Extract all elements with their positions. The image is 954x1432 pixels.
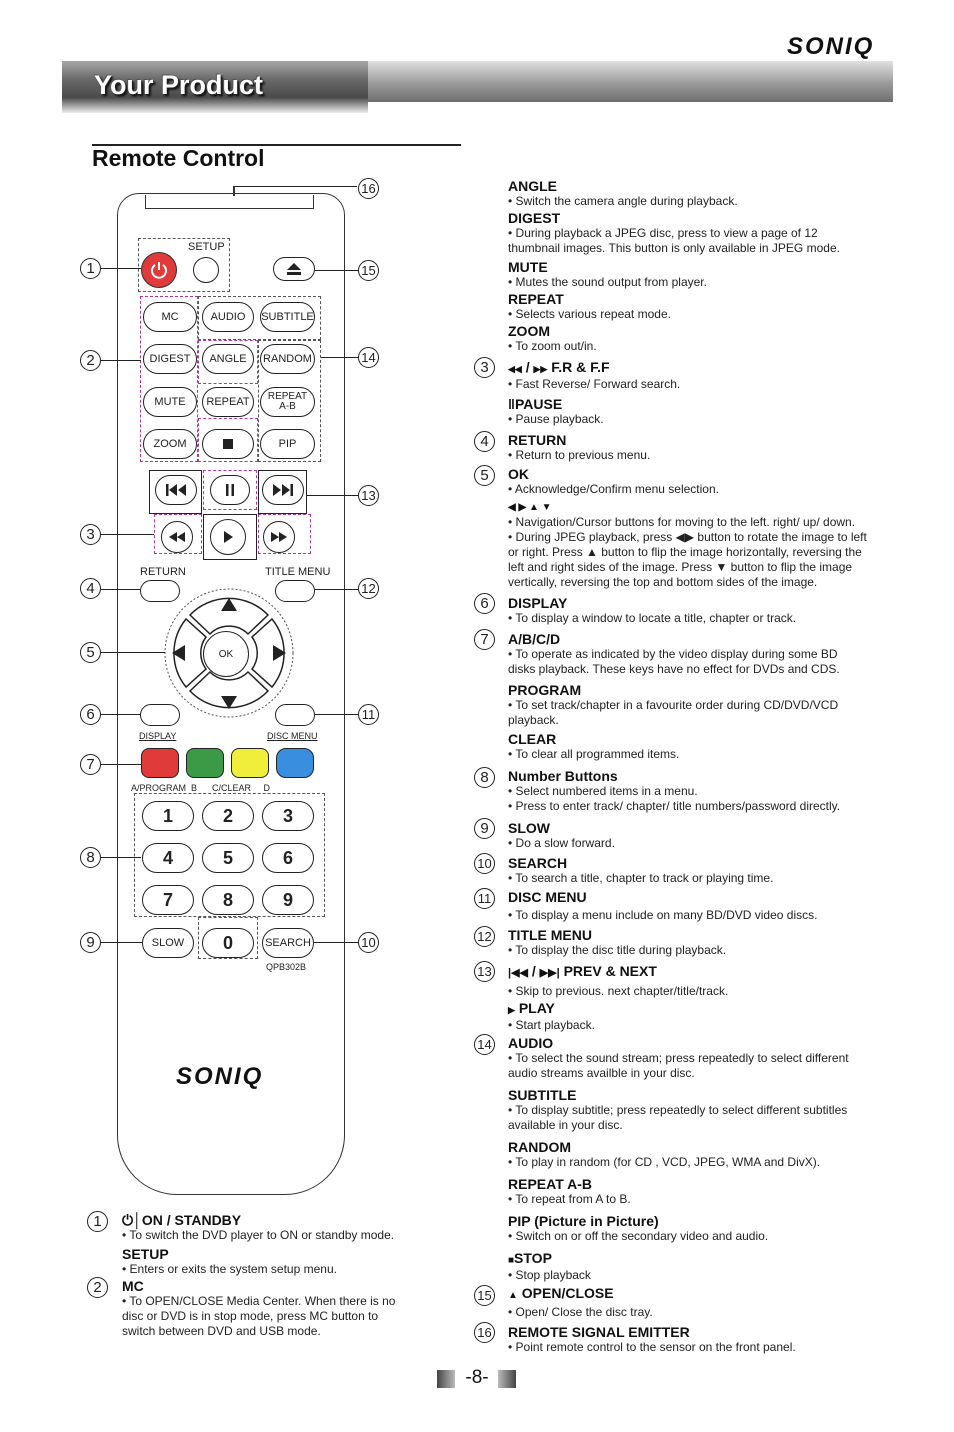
entry-desc: • Mutes the sound output from player. [508, 275, 707, 289]
number-label: 5 [222, 847, 233, 868]
fast-forward-icon: ▶▶ [533, 364, 548, 374]
brand-logo: SONIQ [787, 33, 875, 60]
audio-label: AUDIO [210, 310, 246, 323]
entry-title: F.R & F.F [551, 359, 610, 375]
prev-icon: |◀◀ [508, 967, 528, 979]
title-menu-label: TITLE MENU [265, 566, 331, 578]
number-label: 1 [162, 805, 173, 826]
callout-marker: 13 [358, 485, 379, 506]
entry-title: OPEN/CLOSE [521, 1285, 614, 1301]
ok-button[interactable] [203, 631, 249, 677]
fast-forward-icon [270, 531, 288, 543]
entry-desc: • To OPEN/CLOSE Media Center. When there is no disc or DVD is in stop mode, press MC button to switch between DVD and USB mode. [122, 1294, 396, 1338]
callout-leader [321, 357, 358, 358]
entry-on-standby: ⏻│ON / STANDBY • To switch the DVD player to ON or standby mode. [122, 1212, 395, 1242]
emitter-leader [233, 186, 235, 196]
entry-title: AUDIO [508, 1035, 554, 1051]
pip-label: PIP [278, 437, 297, 450]
entry-desc: • To display a window to locate a title, chapter or track. [508, 611, 797, 625]
entry-desc: • To clear all programmed items. [508, 747, 680, 761]
red-button[interactable] [141, 748, 179, 778]
prev-icon [165, 483, 187, 497]
entry-number: 7 [474, 629, 495, 650]
slow-button[interactable] [142, 928, 194, 958]
entry-desc: • To select the sound stream; press repeatedly to select different audio streams availble in your disc. [508, 1051, 849, 1080]
entry-desc: • Enters or exits the system setup menu. [122, 1262, 337, 1276]
entry-search [508, 856, 773, 886]
setup-label: SETUP [188, 241, 225, 253]
slow-label: SLOW [151, 936, 185, 949]
entry-number: 1 [87, 1211, 108, 1232]
entry-desc: • Acknowledge/Confirm menu selection. [508, 482, 719, 496]
yellow-button[interactable] [231, 748, 269, 778]
entry-mute [508, 260, 707, 290]
color-button-labels: A/PROGRAM B C/CLEAR D [131, 783, 271, 793]
model-number: QPB302B [266, 962, 307, 972]
entry-number: 14 [474, 1034, 495, 1055]
entry-open-close [508, 1286, 653, 1320]
random-button[interactable] [260, 344, 315, 374]
entry-title: RETURN [508, 432, 567, 448]
entry-desc: • To display subtitle; press repeatedly to select different subtitles available in your disc. [508, 1103, 848, 1132]
entry-desc: • Open/ Close the disc tray. [508, 1305, 653, 1319]
entry-setup [122, 1247, 337, 1277]
pause-icon [224, 483, 236, 497]
entry-number: 11 [474, 888, 495, 909]
entry-zoom [508, 324, 597, 354]
entry-desc: • To search a title, chapter to track or playing time. [508, 871, 774, 885]
entry-number: 9 [474, 818, 495, 839]
mute-button[interactable] [143, 387, 197, 417]
page-title: Your Product [94, 70, 264, 100]
search-label: SEARCH [265, 936, 311, 949]
play-icon [222, 530, 234, 544]
entry-desc: • During playback a JPEG disc, press to view a page of 12 thumbnail images. This button is only available in JPEG mode. [508, 226, 840, 255]
callout-marker: 3 [80, 524, 101, 545]
subtitle-label: SUBTITLE [261, 310, 314, 323]
entry-desc: • Stop playback [508, 1268, 591, 1282]
stop-icon: ■ [508, 1255, 515, 1266]
display-button[interactable] [140, 704, 180, 726]
number-button-1[interactable] [142, 801, 194, 831]
entry-title: ZOOM [508, 323, 550, 339]
entry-title: PREV & NEXT [563, 963, 657, 979]
callout-marker: 8 [80, 847, 101, 868]
rewind-icon: ◀◀ [508, 364, 522, 374]
entry-play [508, 1001, 595, 1033]
display-label: DISPLAY [139, 731, 177, 741]
power-icon: ⏻ [122, 1212, 134, 1228]
entry-ok [508, 467, 719, 497]
next-button[interactable] [262, 475, 304, 505]
entry-desc: • Return to previous menu. [508, 448, 651, 462]
callout-marker: 15 [358, 260, 379, 281]
entry-return [508, 433, 650, 463]
page-number: -8- [465, 1367, 489, 1388]
entry-title: PAUSE [514, 396, 563, 412]
search-button[interactable] [262, 928, 314, 958]
digest-button[interactable] [143, 344, 197, 374]
prev-button[interactable] [155, 475, 197, 505]
callout-leader [315, 589, 358, 590]
entry-title: TITLE MENU [508, 927, 592, 943]
entry-desc: • To operate as indicated by the video display during some BD disks playback. These keys have no effect for DVDs and CDS. [508, 647, 840, 676]
zoom-label: ZOOM [153, 437, 187, 450]
power-icon [149, 260, 169, 280]
next-icon: ▶▶| [539, 967, 560, 979]
rewind-icon [168, 531, 186, 543]
random-label: RANDOM [263, 352, 312, 365]
callout-marker: 9 [80, 932, 101, 953]
entry-title: SEARCH [508, 855, 568, 871]
audio-button[interactable] [202, 302, 254, 332]
entry-desc: • Skip to previous. next chapter/title/track. [508, 984, 729, 998]
callout-marker: 14 [358, 347, 379, 368]
entry-title: OK [508, 466, 529, 482]
repeat-ab-label: REPEAT A-B [267, 391, 308, 412]
callout-leader [307, 495, 358, 496]
entry-desc: • To set track/chapter in a favourite order during CD/DVD/VCD playback. [508, 698, 839, 727]
number-button-7[interactable] [142, 885, 194, 915]
entry-pip [508, 1214, 768, 1244]
entry-desc: • Navigation/Cursor buttons for moving to the left. right/ up/ down. • During JPEG playback, press ◀▶ button to rotate the image to left or right. Press ▲ button to flip the image horizontally, reversing the left and right sides of the image. Press ▼ button to flip the image vertically, reversing the top and bottom sides of the image. [508, 515, 867, 589]
entry-number: 3 [474, 357, 495, 378]
callout-leader [101, 360, 141, 361]
entry-title: STOP [514, 1250, 552, 1266]
setup-button[interactable] [193, 257, 219, 283]
disc-menu-button[interactable] [275, 704, 315, 726]
entry-title: ON / STANDBY [141, 1212, 242, 1228]
callout-marker: 11 [358, 704, 379, 725]
entry-title: SUBTITLE [508, 1087, 577, 1103]
callout-marker: 7 [80, 754, 101, 775]
entry-program [508, 683, 838, 728]
entry-title: SLOW [508, 820, 550, 836]
entry-repeat [508, 292, 671, 322]
entry-title: REMOTE SIGNAL EMITTER [508, 1324, 690, 1340]
number-label: 4 [162, 847, 173, 868]
number-label: 3 [282, 805, 293, 826]
page-number-right-bar [498, 1370, 516, 1388]
page-number-left-bar [437, 1370, 455, 1388]
entry-number: 10 [474, 853, 495, 874]
remote-emitter [145, 195, 314, 209]
entry-title: DIGEST [508, 210, 561, 226]
eject-icon: ▲ [508, 1290, 518, 1301]
blue-button[interactable] [276, 748, 314, 778]
entry-title: DISPLAY [508, 595, 568, 611]
play-button[interactable] [210, 519, 246, 555]
entry-title: MC [122, 1278, 144, 1294]
entry-title: PIP (Picture in Picture) [508, 1213, 659, 1229]
green-button[interactable] [186, 748, 224, 778]
entry-title: PROGRAM [508, 682, 582, 698]
entry-stop [508, 1251, 591, 1283]
return-label: RETURN [140, 566, 186, 578]
entry-desc: • To zoom out/in. [508, 339, 597, 353]
callout-leader [101, 764, 141, 765]
entry-slow [508, 821, 615, 851]
section-title: Remote Control [92, 145, 265, 171]
play-icon: ▶ [508, 1005, 515, 1015]
pip-button[interactable] [260, 429, 315, 459]
number-button-4[interactable] [142, 843, 194, 873]
number-button-2[interactable] [202, 801, 254, 831]
entry-desc: • To display a menu include on many BD/DVD video discs. [508, 908, 818, 922]
rewind-button[interactable] [161, 521, 193, 553]
repeat-ab-button[interactable] [260, 387, 315, 417]
number-label: 2 [222, 805, 233, 826]
next-icon [272, 483, 294, 497]
angle-label: ANGLE [209, 352, 247, 365]
entry-title: Number Buttons [508, 768, 618, 784]
digest-label: DIGEST [149, 352, 191, 365]
callout-leader [315, 270, 358, 271]
callout-marker: 1 [80, 258, 101, 279]
fast-forward-button[interactable] [263, 521, 295, 553]
entry-desc: • Switch on or off the secondary video and audio. [508, 1229, 769, 1243]
number-button-8[interactable] [202, 885, 254, 915]
callout-leader [315, 714, 358, 715]
entry-angle [508, 179, 738, 209]
entry-number: 12 [474, 926, 495, 947]
entry-title: REPEAT [508, 291, 564, 307]
callout-marker: 12 [358, 578, 379, 599]
entry-number: 6 [474, 593, 495, 614]
callout-leader [101, 942, 142, 943]
angle-button[interactable] [202, 344, 254, 374]
entry-title: A/B/C/D [508, 631, 561, 647]
entry-desc: • Start playback. [508, 1018, 595, 1032]
number-button-9[interactable] [262, 885, 314, 915]
entry-number: 13 [474, 961, 495, 982]
entry-desc: • To play in random (for CD , VCD, JPEG, WMA and DivX). [508, 1155, 821, 1169]
entry-number: 2 [87, 1277, 108, 1298]
entry-number: 4 [474, 431, 495, 452]
number-label: 8 [222, 889, 233, 910]
entry-digest [508, 211, 840, 256]
entry-desc: • Fast Reverse/ Forward search. [508, 377, 681, 391]
callout-leader [101, 714, 140, 715]
entry-desc: • Point remote control to the sensor on the front panel. [508, 1340, 796, 1354]
entry-title: REPEAT A-B [508, 1176, 592, 1192]
entry-disc-menu [508, 890, 817, 923]
callout-leader [101, 589, 140, 590]
mc-button[interactable] [143, 302, 197, 332]
entry-desc: • To display the disc title during playback. [508, 943, 727, 957]
entry-repeat-ab [508, 1177, 631, 1207]
zoom-button[interactable] [143, 429, 197, 459]
callout-marker: 6 [80, 704, 101, 725]
stop-icon [222, 438, 234, 450]
pause-button[interactable] [210, 475, 250, 505]
entry-number: 5 [474, 465, 495, 486]
entry-title: SETUP [122, 1246, 169, 1262]
eject-button[interactable] [273, 257, 315, 281]
power-button[interactable] [141, 252, 177, 288]
callout-marker: 4 [80, 578, 101, 599]
stop-button[interactable] [202, 429, 254, 459]
disc-menu-label: DISC MENU [267, 731, 318, 741]
callout-marker: 10 [358, 932, 379, 953]
number-label: 6 [282, 847, 293, 868]
callout-leader [314, 942, 358, 943]
remote-logo: SONIQ [176, 1063, 264, 1090]
eject-icon [286, 262, 302, 276]
entry-subtitle [508, 1088, 847, 1133]
callout-leader [101, 268, 141, 269]
mc-label: MC [161, 310, 179, 323]
number-label: 7 [162, 889, 173, 910]
pause-icon: ‖ [508, 396, 515, 412]
entry-title: CLEAR [508, 731, 557, 747]
entry-title: ANGLE [508, 178, 557, 194]
callout-leader [235, 186, 357, 187]
entry-clear [508, 732, 679, 762]
entry-desc: • Switch the camera angle during playback. [508, 194, 738, 208]
callout-marker: 5 [80, 642, 101, 663]
ok-label: OK [218, 648, 234, 660]
entry-desc: • Pause playback. [508, 412, 604, 426]
number-button-6[interactable] [262, 843, 314, 873]
entry-random [508, 1140, 820, 1170]
entry-prev-next: |◀◀ / ▶▶| PREV & NEXT • Skip to previous. next chapter/title/track. [508, 963, 729, 998]
number-button-5[interactable] [202, 843, 254, 873]
callout-leader [101, 857, 141, 858]
number-button-0[interactable] [202, 928, 254, 958]
entry-remote-signal-emitter [508, 1325, 796, 1355]
entry-navigation [508, 500, 867, 590]
callout-marker: 16 [358, 178, 379, 199]
entry-fr-ff: ◀◀ / ▶▶ F.R & F.F • Fast Reverse/ Forward search. [508, 359, 681, 391]
entry-mc [122, 1279, 395, 1339]
mute-label: MUTE [154, 395, 186, 408]
entry-desc: • To switch the DVD player to ON or standby mode. [122, 1228, 395, 1242]
entry-title: DISC MENU [508, 889, 587, 905]
entry-title: PLAY [518, 1000, 555, 1016]
number-label: 0 [222, 932, 233, 953]
subtitle-button[interactable] [260, 302, 315, 332]
entry-desc: • To repeat from A to B. [508, 1192, 631, 1206]
entry-display [508, 596, 796, 626]
entry-number: 15 [474, 1285, 495, 1306]
entry-pause [508, 397, 604, 427]
repeat-label: REPEAT [206, 395, 250, 408]
entry-audio [508, 1036, 849, 1081]
entry-number: 8 [474, 767, 495, 788]
entry-title-menu [508, 928, 726, 958]
callout-leader [101, 652, 165, 653]
entry-title: MUTE [508, 259, 548, 275]
entry-abcd [508, 632, 840, 677]
callout-marker: 2 [80, 350, 101, 371]
callout-leader [101, 534, 154, 535]
entry-desc: • Selects various repeat mode. [508, 307, 671, 321]
nav-arrows-icon: ◀ ▶ ▲ ▼ [508, 502, 552, 513]
number-button-3[interactable] [262, 801, 314, 831]
entry-title: RANDOM [508, 1139, 571, 1155]
number-label: 9 [282, 889, 293, 910]
entry-number: 16 [474, 1322, 495, 1343]
entry-number-buttons [508, 769, 840, 814]
repeat-button[interactable] [202, 387, 254, 417]
entry-desc: • Select numbered items in a menu. • Press to enter track/ chapter/ title numbers/password directly. [508, 784, 841, 813]
entry-desc: • Do a slow forward. [508, 836, 615, 850]
